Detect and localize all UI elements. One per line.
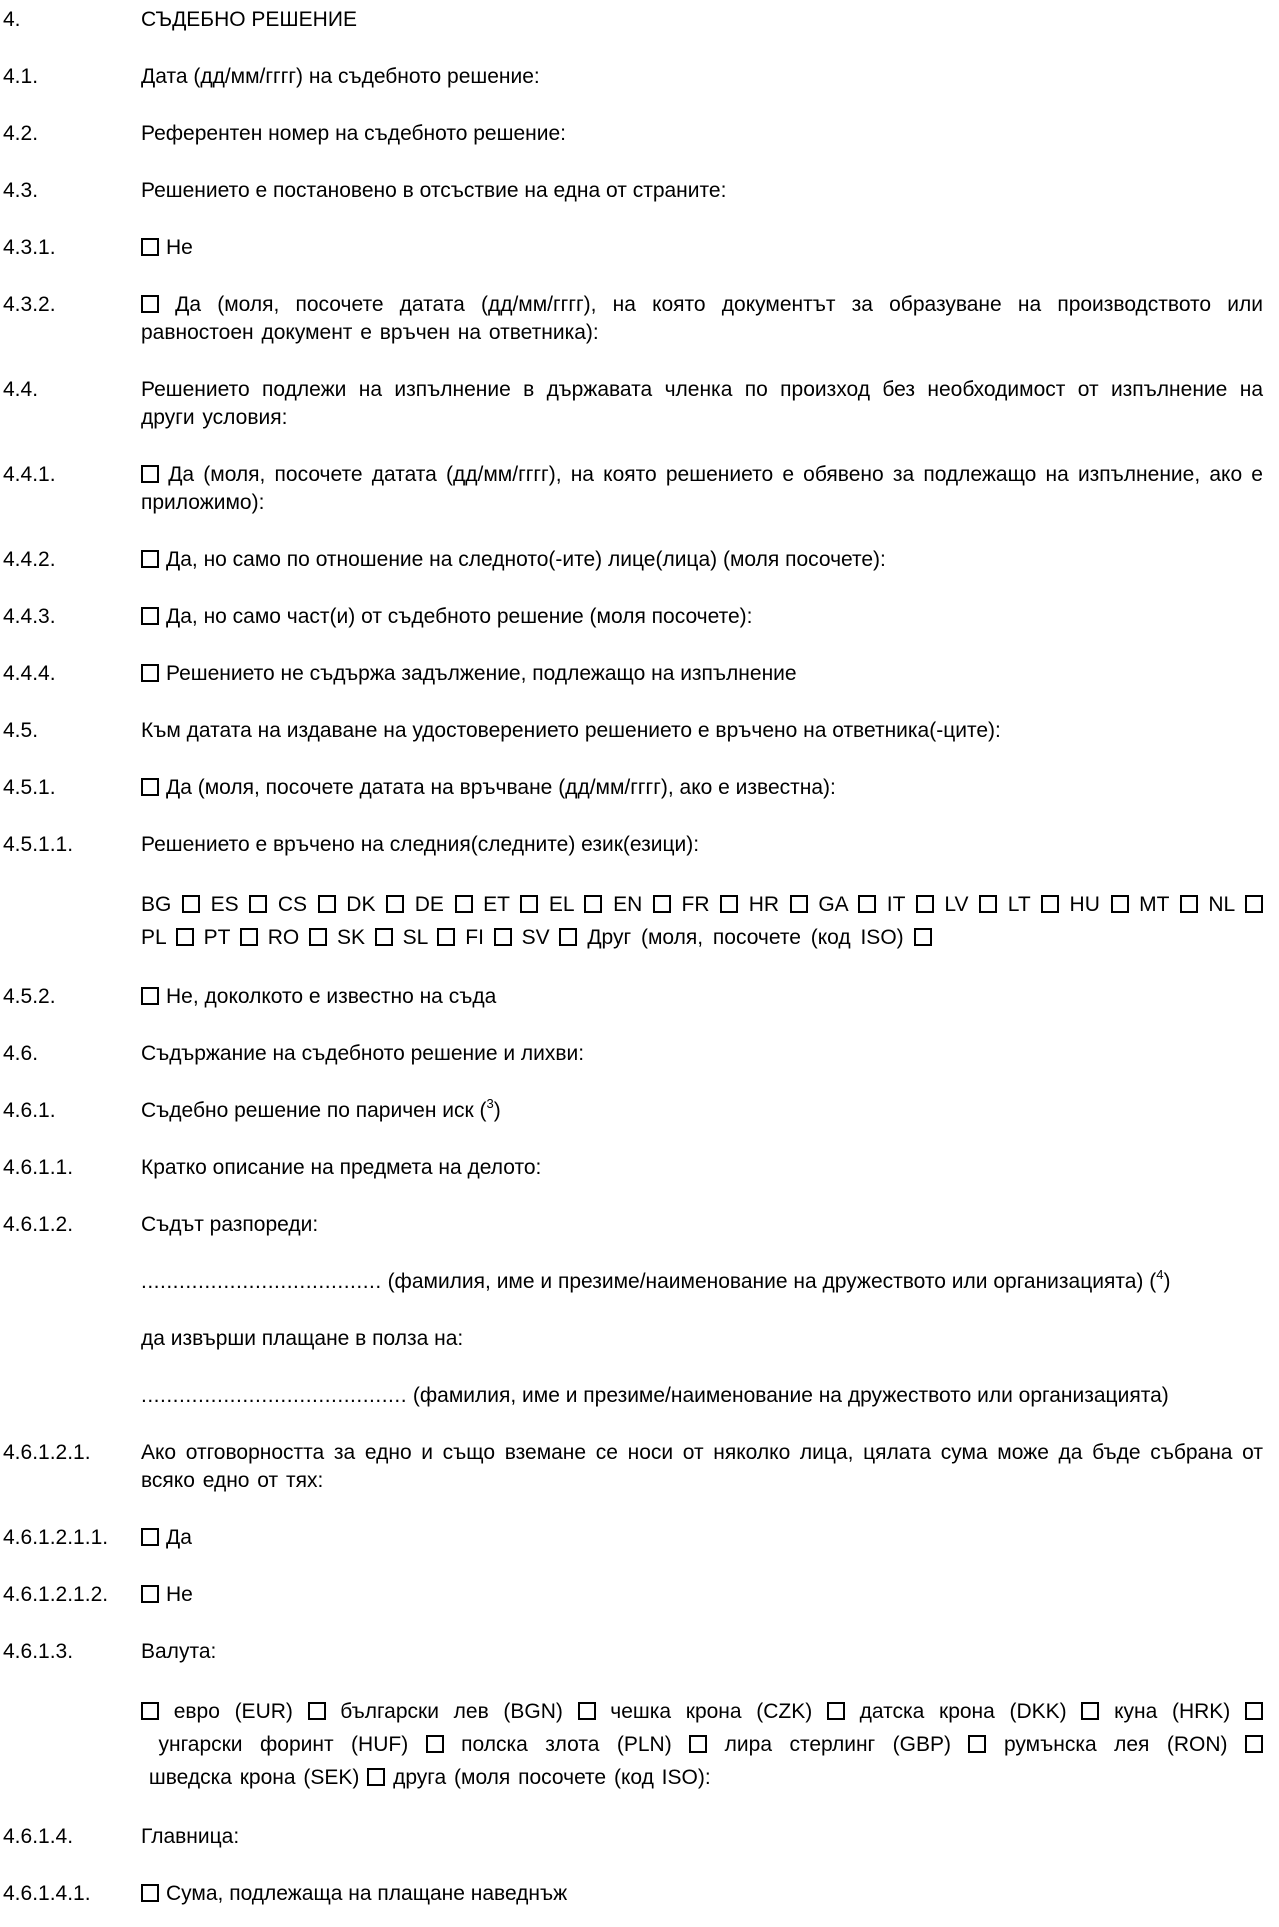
language-checkbox[interactable] [584, 895, 602, 913]
language-code-label: DE [414, 893, 444, 916]
row-4-5-1-1 [3, 831, 1263, 859]
item-number: 4.6.1.4. [3, 1825, 74, 1848]
currency-checkbox[interactable] [827, 1702, 845, 1720]
row-4-6-1-4 [3, 1823, 1263, 1851]
language-code-label: FR [681, 893, 710, 916]
currency-label: лира стерлинг (GBP) [724, 1733, 952, 1756]
checkbox-4-4-1[interactable] [141, 465, 159, 483]
language-checkbox[interactable] [386, 895, 404, 913]
language-code-label: MT [1139, 893, 1170, 916]
row-4-4-1 [3, 461, 1263, 517]
language-code-label: PT [203, 926, 231, 949]
item-number: 4.3. [3, 179, 39, 202]
item-text: Референтен номер на съдебното решение: [141, 122, 566, 145]
checkbox-4-5-2[interactable] [141, 987, 159, 1005]
language-checkbox[interactable] [559, 928, 577, 946]
fill-in-note: (фамилия, име и презиме/наименование на дружеството или организацията) [412, 1384, 1169, 1407]
language-other-checkbox[interactable] [914, 928, 932, 946]
language-checkbox[interactable] [1111, 895, 1129, 913]
row-languages [3, 888, 1263, 954]
currency-label: румънска лея (RON) [1003, 1733, 1228, 1756]
item-text: Валута: [141, 1640, 217, 1663]
checkbox-4-6-1-2-1-1[interactable] [141, 1528, 159, 1546]
item-number: 4.6.1.2. [3, 1213, 74, 1236]
item-number [3, 1268, 141, 1296]
currency-checkbox[interactable] [578, 1702, 596, 1720]
currency-checkbox[interactable] [367, 1768, 385, 1786]
row-debtor-fill-line [3, 1268, 1263, 1296]
currency-label: български лев (BGN) [340, 1700, 563, 1723]
language-code-label: ES [210, 893, 239, 916]
language-code-label: PL [141, 926, 166, 949]
language-checkbox[interactable] [182, 895, 200, 913]
language-code-label: FI [465, 926, 484, 949]
language-checkbox[interactable] [494, 928, 512, 946]
item-number: 4.4.3. [3, 605, 56, 628]
fill-in-line [141, 1268, 1263, 1296]
item-text: Да (моля, посочете датата (дд/мм/гггг), на която решението е обявено за подлежащо на изпълнение, ако е приложимо): [141, 463, 1263, 514]
item-number: 4. [3, 8, 21, 31]
item-text: Съдържание на съдебното решение и лихви: [141, 1042, 585, 1065]
item-number: 4.6.1.2.1.1. [3, 1526, 109, 1549]
language-checkbox[interactable] [375, 928, 393, 946]
fill-in-note: (фамилия, име и презиме/наименование на дружеството или организацията) [387, 1270, 1144, 1293]
checkbox-option [141, 546, 1263, 574]
language-checkbox[interactable] [240, 928, 258, 946]
language-code-label: BG [141, 893, 172, 916]
language-code-label: RO [267, 926, 300, 949]
currency-checkbox[interactable] [308, 1702, 326, 1720]
fill-in-line [141, 1382, 1263, 1410]
checkbox-4-6-1-2-1-2[interactable] [141, 1585, 159, 1603]
row-4-6-1-3 [3, 1638, 1263, 1666]
item-number: 4.3.1. [3, 236, 56, 259]
row-beneficiary-fill-line [3, 1382, 1263, 1410]
language-checkbox[interactable] [1245, 895, 1263, 913]
row-4-4-4 [3, 660, 1263, 688]
language-checkbox[interactable] [520, 895, 538, 913]
item-text: да извърши плащане в полза на: [141, 1327, 464, 1350]
currency-checkbox[interactable] [1245, 1735, 1263, 1753]
row-4-6-1-2-1-1 [3, 1524, 1263, 1552]
row-4-4 [3, 376, 1263, 432]
row-section-header [3, 6, 1263, 34]
language-checkbox[interactable] [790, 895, 808, 913]
checkbox-4-6-1-4-1[interactable] [141, 1884, 159, 1902]
checkbox-option [141, 291, 1263, 347]
language-code-label: SL [402, 926, 428, 949]
row-4-2 [3, 120, 1263, 148]
language-checkbox[interactable] [653, 895, 671, 913]
checkbox-option [141, 660, 1263, 688]
language-code-label: GA [818, 893, 848, 916]
language-checkbox[interactable] [720, 895, 738, 913]
item-text: Кратко описание на предмета на делото: [141, 1156, 542, 1179]
item-number: 4.3.2. [3, 293, 56, 316]
language-code-label: DK [346, 893, 376, 916]
currency-checkbox[interactable] [1245, 1702, 1263, 1720]
currency-label: друга (моля посочете (код ISO): [393, 1766, 711, 1789]
row-4-6-1 [3, 1097, 1263, 1125]
checkbox-option [141, 1581, 1263, 1609]
row-currencies [3, 1695, 1263, 1794]
form-section-4 [3, 6, 1263, 1908]
checkbox-option [141, 603, 1263, 631]
language-code-label: HR [748, 893, 780, 916]
item-number: 4.6.1.1. [3, 1156, 74, 1179]
item-text: Главница: [141, 1825, 240, 1848]
language-code-label: SV [521, 926, 550, 949]
row-4-3 [3, 177, 1263, 205]
row-4-3-1 [3, 234, 1263, 262]
item-text: Решението не съдържа задължение, подлежащо на изпълнение [166, 662, 797, 685]
currency-checkbox[interactable] [689, 1735, 707, 1753]
checkbox-option [141, 1880, 1263, 1908]
language-other-label: Друг (моля, посочете (код ISO) [587, 926, 904, 949]
item-text: Съдът разпореди: [141, 1213, 319, 1236]
row-4-3-2 [3, 291, 1263, 347]
checkbox-option [141, 1524, 1263, 1552]
item-text: Не [166, 1583, 193, 1606]
row-4-5 [3, 717, 1263, 745]
checkbox-option [141, 983, 1263, 1011]
language-checkbox[interactable] [176, 928, 194, 946]
row-4-6-1-2 [3, 1211, 1263, 1239]
language-checkbox[interactable] [979, 895, 997, 913]
item-text: Решението е постановено в отсъствие на една от страните: [141, 179, 727, 202]
language-checkbox[interactable] [309, 928, 327, 946]
item-number: 4.6.1. [3, 1099, 56, 1122]
item-text: Не [166, 236, 193, 259]
item-number [3, 1382, 141, 1410]
section-title: СЪДЕБНО РЕШЕНИЕ [141, 8, 357, 31]
language-checkbox[interactable] [916, 895, 934, 913]
currency-checkbox[interactable] [426, 1735, 444, 1753]
language-checkbox[interactable] [249, 895, 267, 913]
row-4-6-1-4-1 [3, 1880, 1263, 1908]
language-code-label: EL [548, 893, 574, 916]
fill-in-dots: .......................................... [141, 1384, 408, 1407]
item-text: Решението подлежи на изпълнение в държавата членка по произход без необходимост от изпълнение на други условия: [141, 378, 1263, 429]
footnote-ref-4: ( $^4$ ) [1149, 1270, 1170, 1293]
item-text: Решението е връчено на следния(следните) език(езици): [141, 833, 700, 856]
item-text: Да, но само част(и) от съдебното решение (моля посочете): [166, 605, 753, 628]
item-text: Да (моля, посочете датата на връчване (дд/мм/гггг), ако е известна): [166, 776, 836, 799]
currency-label: шведска крона (SEK) [148, 1766, 360, 1789]
currency-label: куна (HRK) [1114, 1700, 1231, 1723]
language-checkbox[interactable] [455, 895, 473, 913]
item-number: 4.5.1.1. [3, 833, 74, 856]
item-number: 4.4.2. [3, 548, 56, 571]
item-number: 4.6.1.2.1. [3, 1441, 91, 1464]
checkbox-option [141, 461, 1263, 517]
served-languages-options [141, 888, 1263, 954]
checkbox-4-5-1[interactable] [141, 778, 159, 796]
footnote-ref-3: ( $^3$ ) [480, 1099, 501, 1122]
currency-checkbox[interactable] [968, 1735, 986, 1753]
item-text: Не, доколкото е известно на съда [166, 985, 497, 1008]
language-code-label: LV [944, 893, 969, 916]
item-number: 4.6.1.4.1. [3, 1882, 91, 1905]
language-code-label: EN [613, 893, 643, 916]
language-code-label: CS [277, 893, 308, 916]
item-text: Съдебно решение по паричен иск [141, 1099, 474, 1122]
language-checkbox[interactable] [437, 928, 455, 946]
checkbox-4-3-1[interactable] [141, 238, 159, 256]
row-4-6 [3, 1040, 1263, 1068]
item-number: 4.1. [3, 65, 39, 88]
fill-in-dots: ...................................... [141, 1270, 382, 1293]
item-number [3, 888, 141, 954]
item-text: Към датата на издаване на удостоверението решението е връчено на ответника(-ците): [141, 719, 1001, 742]
checkbox-option [141, 234, 1263, 262]
item-number: 4.6.1.3. [3, 1640, 74, 1663]
currency-label: унгарски форинт (HUF) [158, 1733, 409, 1756]
currency-label: полска злота (PLN) [461, 1733, 672, 1756]
item-number: 4.4.4. [3, 662, 56, 685]
row-4-4-2 [3, 546, 1263, 574]
item-number [3, 1695, 141, 1794]
row-4-6-1-1 [3, 1154, 1263, 1182]
row-4-5-2 [3, 983, 1263, 1011]
checkbox-4-4-2[interactable] [141, 550, 159, 568]
language-code-label: IT [886, 893, 906, 916]
item-number [3, 1325, 141, 1353]
item-text: Дата (дд/мм/гггг) на съдебното решение: [141, 65, 540, 88]
item-text: Сума, подлежаща на плащане наведнъж [166, 1882, 568, 1905]
row-4-5-1 [3, 774, 1263, 802]
item-number: 4.2. [3, 122, 39, 145]
checkbox-4-4-4[interactable] [141, 664, 159, 682]
currency-checkbox[interactable] [141, 1702, 159, 1720]
language-code-label: SK [336, 926, 365, 949]
language-checkbox[interactable] [1180, 895, 1198, 913]
checkbox-4-4-3[interactable] [141, 607, 159, 625]
item-with-footnote [141, 1097, 1263, 1125]
item-number: 4.6.1.2.1.2. [3, 1583, 109, 1606]
language-code-label: LT [1007, 893, 1031, 916]
currency-label: евро (EUR) [173, 1700, 293, 1723]
item-number: 4.5.2. [3, 985, 56, 1008]
item-number: 4.4.1. [3, 463, 56, 486]
item-number: 4.5. [3, 719, 39, 742]
item-text: Да, но само по отношение на следното(-ите) лице(лица) (моля посочете): [166, 548, 886, 571]
row-4-6-1-2-1-2 [3, 1581, 1263, 1609]
item-text: Ако отговорността за едно и също вземане се носи от няколко лица, цялата сума може да бъде събрана от всяко едно от тях: [141, 1441, 1263, 1492]
currency-label: чешка крона (CZK) [610, 1700, 813, 1723]
row-4-4-3 [3, 603, 1263, 631]
item-number: 4.6. [3, 1042, 39, 1065]
language-checkbox[interactable] [318, 895, 336, 913]
checkbox-4-3-2[interactable] [141, 295, 159, 313]
item-text: Да (моля, посочете датата (дд/мм/гггг), на която документът за образуване на производството или равностоен документ е връчен на ответника): [141, 293, 1263, 344]
checkbox-option [141, 774, 1263, 802]
currency-options [141, 1695, 1263, 1794]
item-number: 4.5.1. [3, 776, 56, 799]
currency-label: датска крона (DKK) [859, 1700, 1067, 1723]
language-checkbox[interactable] [1041, 895, 1059, 913]
row-4-6-1-2-1 [3, 1439, 1263, 1495]
language-code-label: ET [483, 893, 510, 916]
row-4-1 [3, 63, 1263, 91]
language-code-label: NL [1208, 893, 1235, 916]
currency-checkbox[interactable] [1081, 1702, 1099, 1720]
language-code-label: HU [1069, 893, 1100, 916]
row-pay-to [3, 1325, 1263, 1353]
item-number: 4.4. [3, 378, 39, 401]
item-text: Да [166, 1526, 192, 1549]
language-checkbox[interactable] [858, 895, 876, 913]
